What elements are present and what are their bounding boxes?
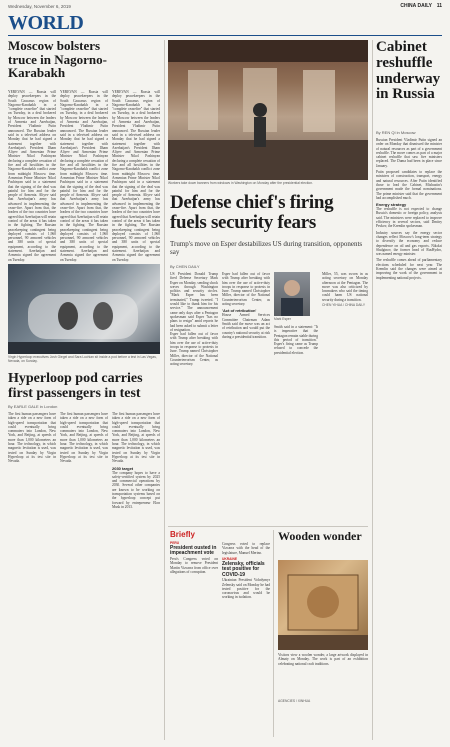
briefly-col1 [170,542,218,737]
brief-1-country: PERU [170,541,180,545]
cabinet-body [376,138,442,738]
main-deck: Trump's move on Esper destabilizes US during transition, opponents say [170,240,363,256]
hyperloop-more: The first human passengers have taken a ride on a new form of high-speed transportation that could eventually bring commuters into London, New York, and Beijing, at speeds of more than 1,000 kilometers an hour. The technology, in which magnetic levitation is used, was tested on Sunday by Virgin Hyperloop at its test site in Nevada. [112,412,160,464]
briefly-col2 [222,542,270,737]
main-body-col3 [274,325,318,522]
moscow-col3 [112,90,160,260]
main-subhead: 'Act of retribution' [222,308,257,314]
main-body5: Miller, 55, was sworn in as acting secretary on Monday afternoon at the Pentagon. The move was also criticized by lawmakers who said the timing could harm US national security during a transition. [322,272,368,302]
moscow-continued-text: YEREVAN — Russia will deploy peacekeepers in the South Caucasus region of Nagorno-Karabakh in a "complete ceasefire" that started on Tuesday, in a deal brokered by Moscow between the leaders of Armenia and Azerbaijan, President Vladimir Putin announced. The Russian leader said in a televised address on Monday that he had signed a statement together with Azerbaijan's President Ilham Aliyev and Armenian Prime Minister Nikol Pashinyan declaring a complete cessation of fire and all hostilities in the Nagorno-Karabakh conflict zone from midnight Moscow time. Armenian Prime Minister Nikol Pashinyan said in a statement that the signing of the deal was painful for him and for the people of Armenia. Aliyev said that Azerbaijan's army has advanced in implementing the cease-fire. Apart from that, the leaders of the two countries have agreed that Azerbaijan will retain control of the areas it has taken in the fighting. The Russian peacekeeping contingent being deployed consists of 1,960 personnel, 90 armored vehicles and 380 units of special equipment, according to the statement. Azerbaijan and Armenia signed the agreement on Tuesday. [112,90,160,262]
briefly-divider [273,530,274,737]
wooden-artwork [278,560,368,650]
brief-3-headline: Zelensky, officials test positive for COVID-19 [222,560,265,578]
brief-1-body: Peru's Congress voted on Monday to remove President Martin Vizcarra from office over allegations of corruption. [170,556,218,574]
cabinet-subhead: Energy strategy [376,202,407,208]
hyperloop-photo [8,264,160,354]
brief-3-body: Ukrainian President Volodymyr Zelensky said on Monday he had tested positive for the coronavirus and would be working in isolation. [222,578,270,600]
moscow-headline: Moscow bolsters truce in Nagorno-Karabakh [8,38,107,81]
moscow-body-col2 [60,90,108,260]
main-credit: CHEN YIHUA / CHINA DAILY [322,303,366,308]
hyperloop-byline: By EARLE GALE in London [8,404,58,409]
cabinet-body4: Industry sources say the energy sector changes reflect Moscow's long-term strategy to diversify the economy and reduce dependence on oil and gas exports. Nikolai Shulginov, the former head of RusHydro, was named energy minister. [376,230,442,257]
column-divider-right [372,40,373,740]
main-body2-cont: Esper had fallen out of favor with Trump after breaking with him over the use of active-duty troops in response to protests in June. Trump named Christopher Miller, director of the National Counterterrorism Center, as acting secretary. [222,272,270,307]
wooden-headline: Wooden wonder [278,529,362,543]
hyperloop-headline: Hyperloop pod carries first passengers in test [8,371,143,401]
esper-photo [274,272,310,316]
hyperloop-body-col1: The first human passengers have taken a ride on a new form of high-speed transportation that could eventually bring commuters into London, New York, and Beijing, at speeds of more than 1,000 kilometers an hour. The technology, in which magnetic levitation is used, was tested on Sunday by Virgin Hyperloop at its test site in Nevada. [8,412,56,464]
hyperloop-body-col3 [112,412,160,737]
esper-portrait [274,272,310,316]
wooden-photo [278,560,368,650]
issue-date: Wednesday, November 6, 2019 [8,4,71,9]
hyperloop-body2: The company hopes to have a safety-certified system by 2025 and commercial operations by 2030. Several other companies are known to be working on transportation systems based on the hyperloop concept put forward by entrepreneur Elon Musk in 2013. [112,470,160,509]
main-body1: US President Donald Trump fired Defense Secretary Mark Esper on Monday, sending shock waves through Washington politics and security circles. "Mark Esper has been terminated," Trump tweeted. "I would like to thank him for his service." The announcement came only days after a Pentagon spokesman said Esper "has no plans to resign" amid reports he had been asked to submit a letter of resignation. [170,272,218,332]
briefly-rule [168,526,368,527]
page-number: 11 [436,3,442,9]
briefly-title: Briefly [170,530,195,539]
cabinet-body2: Putin proposed candidates to replace the ministers of construction, transport, energy and natural resources. After Putin identified those to lead the Cabinet, Mishustin's government made the formal nominations. The prime minister said that the government had accomplished much. [376,170,442,200]
hyperloop-pod-illustration [8,264,160,354]
section-title: WORLD [8,12,84,34]
hyperloop-body-continued: The first human passengers have taken a ride on a new form of high-speed transportation that could eventually bring commuters into London, New York, and Beijing, at speeds of more than 1,000 kilometers an hour. The technology, in which magnetic levitation is used, was tested on Sunday by Virgin Hyperloop at its test site in Nevada. [60,412,108,464]
cabinet-headline: Cabinet reshuffle underway in Russia [376,39,441,103]
main-byline: By CHEN DAILY [170,264,200,269]
main-body-col1 [170,272,218,522]
brief-2-body: Congress voted to replace Vizcarra with the head of the legislature, Manuel Merino. [222,542,270,555]
moscow-body-col1: YEREVAN — Russia will deploy peacekeepers in the South Caucasus region of Nagorno-Karabakh in a "complete ceasefire" that started on Tuesday, in a deal brokered by Moscow between the leaders of Armenia and Azerbaijan, President Vladimir Putin announced. The Russian leader said in a televised address on Monday that he had signed a statement together with Azerbaijan's President Ilham Aliyev and Armenian Prime Minister Nikol Pashinyan declaring a complete cessation of fire and all hostilities in the Nagorno-Karabakh conflict zone from midnight Moscow time. Armenian Prime Minister Nikol Pashinyan said in a statement that the signing of the deal was painful for him and for the people of Armenia. Aliyev said that Azerbaijan's army has advanced in implementing the cease-fire. Apart from that, the leaders of the two countries have agreed that Azerbaijan will retain control of the areas it has taken in the fighting. The Russian peacekeeping contingent being deployed consists of 1,960 personnel, 90 armored vehicles and 380 units of special equipment, according to the statement. Azerbaijan and Armenia signed the agreement on Tuesday. [8,90,56,262]
moscow-body-continued: YEREVAN — Russia will deploy peacekeepers in the South Caucasus region of Nagorno-Karabakh in a "complete ceasefire" that started on Tuesday, in a deal brokered by Moscow between the leaders of Armenia and Azerbaijan, President Vladimir Putin announced. The Russian leader said in a televised address on Monday that he had signed a statement together with Azerbaijan's President Ilham Aliyev and Armenian Prime Minister Nikol Pashinyan declaring a complete cessation of fire and all hostilities in the Nagorno-Karabakh conflict zone from midnight Moscow time. Armenian Prime Minister Nikol Pashinyan said in a statement that the signing of the deal was painful for him and for the people of Armenia. Aliyev said that Azerbaijan's army has advanced in implementing the cease-fire. Apart from that, the leaders of the two countries have agreed that Azerbaijan will retain control of the areas it has taken in the fighting. The Russian peacekeeping contingent being deployed consists of 1,960 personnel, 90 armored vehicles and 380 units of special equipment, according to the statement. Azerbaijan and Armenia signed the agreement on Tuesday. [60,90,108,262]
wooden-body: Visitors view a woolen wonder, a large artwork displayed in Almaty on Monday. The work is part of an exhibition celebrating national craft traditions. [278,653,368,666]
hyperloop-caption: Virgin Hyperloop executives Josh Giegel and Sara Luchian sit inside a pod before a test in Las Vegas, Nevada, on Sunday. [8,355,157,363]
main-body2: Esper had fallen out of favor with Trump after breaking with him over the use of active-duty troops in response to protests in June. Trump named Christopher Miller, director of the National Counterterrorism Center, as acting secretary. [170,332,218,367]
cabinet-footer-body: The reshuffle comes ahead of parliamentary elections scheduled for next year. The Kremlin said the changes were aimed at improving the work of the government in implementing national projects. [376,258,442,280]
publication-name: CHINA DAILY [400,3,432,9]
main-body3: House Armed Services Committee Chairman Adam Smith said the move was an act of retribution and would put the country's national security at risk during a presidential transition. [222,313,270,339]
section-rule [8,35,442,36]
esper-caption: Mark Esper [274,317,291,321]
main-body-col2 [222,272,270,522]
main-photo-caption: Workers take down banners from windows in Washington on Monday after the presidential election. [168,181,313,185]
main-photo-scene [168,40,368,180]
column-divider-left [164,40,165,740]
main-body-col4 [322,272,368,522]
cabinet-body1: Russian President Vladimir Putin signed an order on Monday that dismissed the minister of natural resources as part of a government reshuffle. The move comes as part of a major cabinet reshuffle that saw five ministers replaced. The Duma had been in place since January. [376,138,442,168]
cabinet-byline: By REN QI in Moscow [376,130,416,135]
wooden-credit: AGENCIES / XINHUA [278,699,311,703]
brief-3-country: UKRAINE [222,556,238,561]
hyperloop-body-col2 [60,412,108,737]
cabinet-body3: The reshuffle is not expected to change Russia's domestic or foreign policy, analysts said. The ministers were replaced to improve efficiency in several sectors, said Dmitry Peskov, the Kremlin spokesman. [376,207,442,229]
main-photo [168,40,368,180]
brief-1-headline: President ousted in impeachment vote [170,544,217,557]
main-body4: Smith said in a statement: "It is imperative that the Pentagon remain stable during this period of transition." Esper's firing came as Trump refused to concede the presidential election. [274,325,318,355]
hyperloop-subhead: 2030 target [112,465,134,471]
main-headline: Defense chief's firing fuels security fears [170,192,334,233]
